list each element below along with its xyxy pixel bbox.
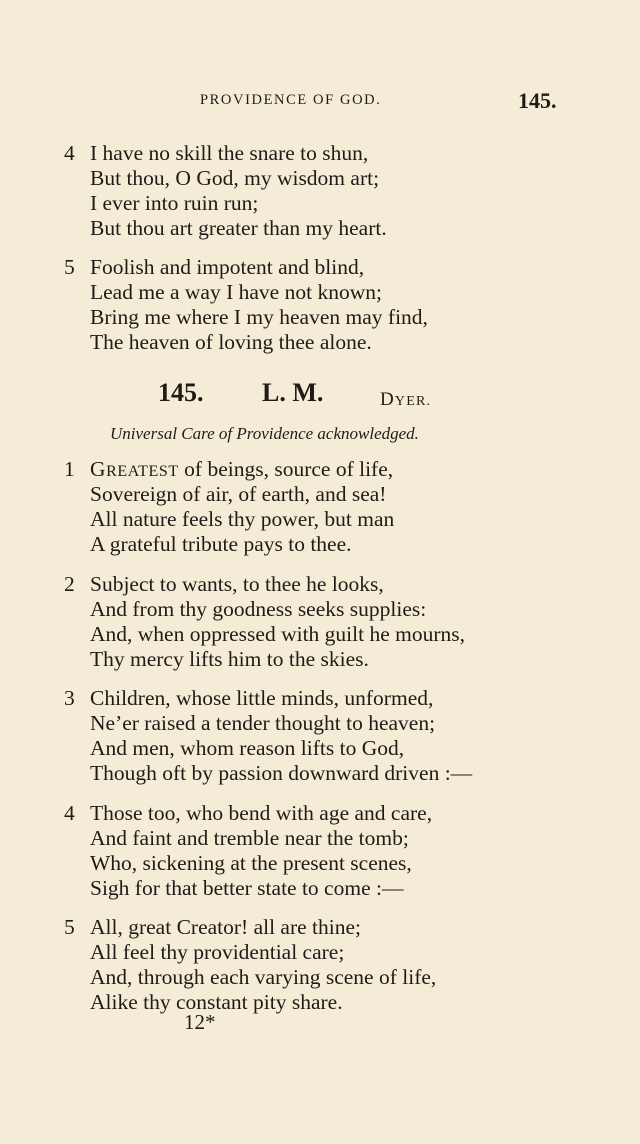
stanza-number: 5 bbox=[64, 915, 75, 939]
verse-line: Though oft by passion downward driven :— bbox=[90, 761, 473, 785]
hymn-subtitle: Universal Care of Providence acknowledged. bbox=[110, 424, 419, 443]
verse-line: All feel thy providential care; bbox=[90, 940, 345, 964]
first-line-rest: of beings, source of life, bbox=[178, 457, 394, 481]
tune-initial: D bbox=[380, 389, 395, 410]
verse-line: A grateful tribute pays to thee. bbox=[90, 532, 352, 556]
verse-line: All, great Creator! all are thine; bbox=[90, 915, 362, 939]
first-word-initial: G bbox=[90, 457, 107, 481]
verse-line: Who, sickening at the present scenes, bbox=[90, 851, 412, 875]
verse-line: I have no skill the snare to shun, bbox=[90, 141, 369, 165]
first-word bbox=[90, 457, 179, 481]
stanza-number: 4 bbox=[64, 141, 75, 165]
stanza-number: 1 bbox=[64, 457, 75, 481]
stanza-number: 4 bbox=[64, 801, 75, 825]
verse-line: But thou art greater than my heart. bbox=[90, 216, 387, 240]
verse-line: Sigh for that better state to come :— bbox=[90, 876, 404, 900]
verse-line: Foolish and impotent and blind, bbox=[90, 255, 365, 279]
verse-line: Lead me a way I have not known; bbox=[90, 280, 382, 304]
signature-mark: 12* bbox=[184, 1010, 216, 1034]
verse-line: And, when oppressed with guilt he mourns, bbox=[90, 622, 466, 646]
verse-line: Bring me where I my heaven may find, bbox=[90, 305, 428, 329]
verse-line: Subject to wants, to thee he looks, bbox=[90, 572, 384, 596]
stanza-number: 5 bbox=[64, 255, 75, 279]
verse-line: Ne’er raised a tender thought to heaven; bbox=[90, 711, 436, 735]
verse-line: Thy mercy lifts him to the skies. bbox=[90, 647, 369, 671]
verse-line: Sovereign of air, of earth, and sea! bbox=[90, 482, 387, 506]
tune-rest: YER. bbox=[394, 394, 432, 409]
page-number: 145. bbox=[518, 88, 557, 113]
verse-line: Children, whose little minds, unformed, bbox=[90, 686, 434, 710]
hymn-header bbox=[0, 378, 640, 414]
verse-line: All nature feels thy power, but man bbox=[90, 507, 395, 531]
verse-line: And faint and tremble near the tomb; bbox=[90, 826, 409, 850]
first-word-rest: REATEST bbox=[106, 463, 179, 480]
hymn-meter: L. M. bbox=[262, 378, 324, 407]
verse-line: And, through each varying scene of life, bbox=[90, 965, 437, 989]
verse-line: The heaven of loving thee alone. bbox=[90, 330, 372, 354]
running-title: PROVIDENCE OF GOD. bbox=[200, 92, 382, 108]
stanza-number: 3 bbox=[64, 686, 75, 710]
running-head bbox=[0, 88, 640, 118]
verse-line: But thou, O God, my wisdom art; bbox=[90, 166, 380, 190]
tune-name bbox=[380, 389, 431, 411]
verse-line: Those too, who bend with age and care, bbox=[90, 801, 433, 825]
verse-line: And men, whom reason lifts to God, bbox=[90, 736, 405, 760]
hymn-number: 145. bbox=[158, 378, 204, 407]
verse-line: And from thy goodness seeks supplies: bbox=[90, 597, 427, 621]
verse-line: Alike thy constant pity share. bbox=[90, 990, 343, 1014]
verse-line: I ever into ruin run; bbox=[90, 191, 259, 215]
stanza-number: 2 bbox=[64, 572, 75, 596]
